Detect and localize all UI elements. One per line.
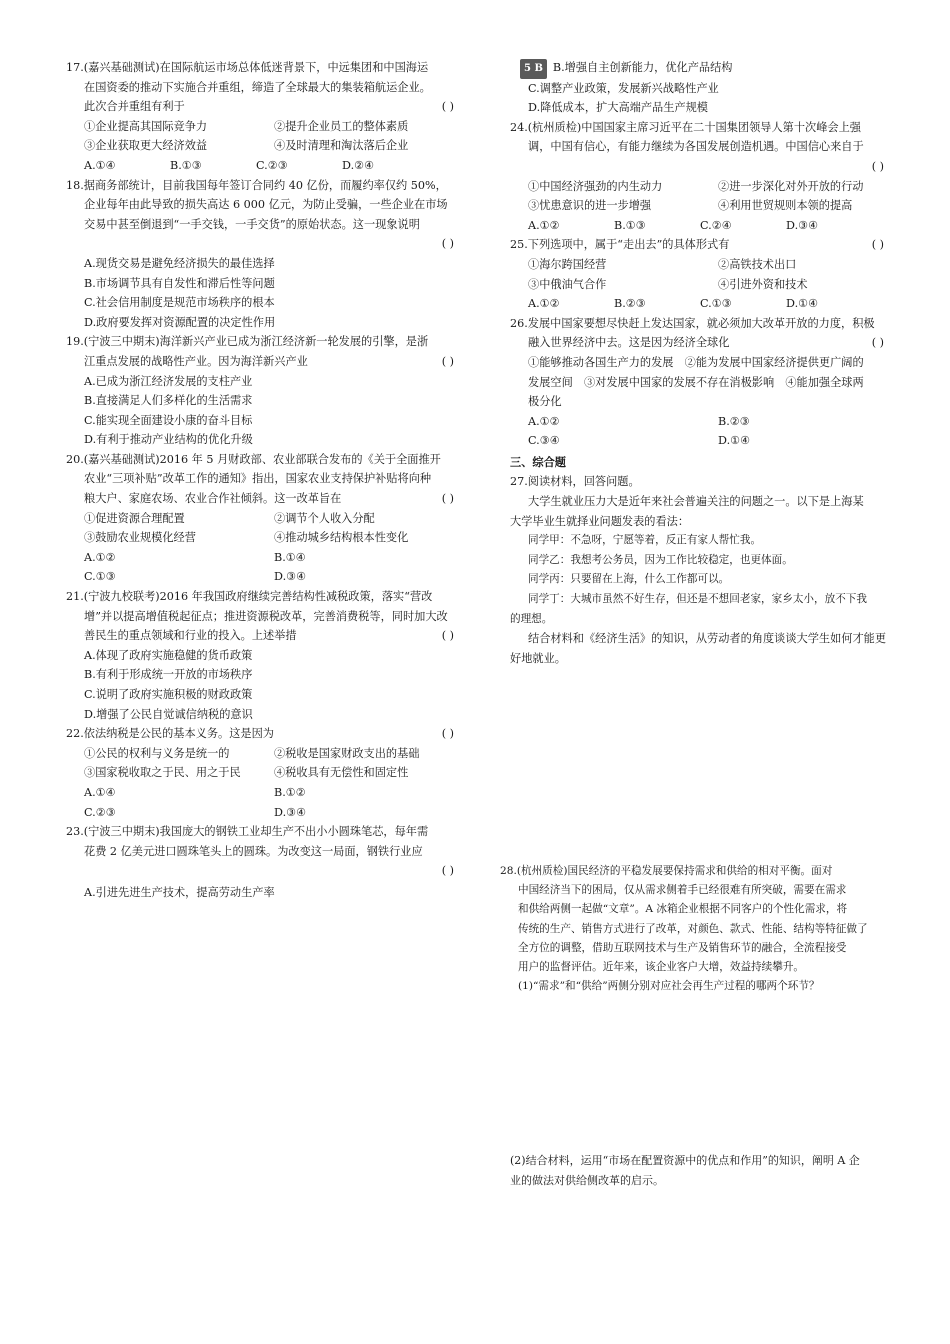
q22-options-row-2 <box>66 763 458 783</box>
choice: D.③④ <box>786 218 819 232</box>
option: A.引进先进生产技术，提高劳动生产率 <box>84 885 275 899</box>
q18-line-3: 交易中甚至倒退到“一手交钱，一手交货”的原始状态。这一现象说明 <box>84 217 420 231</box>
q25-options-row-1 <box>510 255 888 275</box>
q28-line: 和供给两侧一起做“文章”。A 冰箱企业根据不同客户的个性化需求，将 <box>518 903 848 916</box>
choice: C.①③ <box>84 570 116 584</box>
answer-paren: ( ) <box>441 237 454 251</box>
q23-paren-line <box>66 861 458 881</box>
q20-answers-row-2 <box>66 567 458 587</box>
choice: C.①③ <box>700 297 732 311</box>
q19-line-1: 19.(宁波三中期末)海洋新兴产业已成为浙江经济新一轮发展的引擎，是浙 <box>66 335 429 349</box>
choice: B.①② <box>274 785 306 799</box>
q18-line-2: 企业每年由此导致的损失高达 6 000 亿元，为防止受骗，一些企业在市场 <box>84 198 448 212</box>
option: D.降低成本，扩大高端产品生产规模 <box>528 101 708 115</box>
answer-paren: ( ) <box>441 492 454 506</box>
option: D.有利于推动产业结构的优化升级 <box>84 433 253 447</box>
q27-head: 27.阅读材料，回答问题。 <box>510 475 640 489</box>
option: C.调整产业政策，发展新兴战略性产业 <box>528 81 719 95</box>
option: ①能够推动各国生产力的发展 ②能为发展中国家经济提供更广阔的 <box>528 355 864 369</box>
q20-options-row-2 <box>66 528 458 548</box>
option: ③中俄油气合作 <box>528 277 607 291</box>
q27-line-2: 大学毕业生就择业问题发表的看法： <box>510 514 690 528</box>
q21-line-3 <box>66 626 458 646</box>
q25-line-1 <box>510 235 888 255</box>
choice: D.③④ <box>274 805 307 819</box>
option: A.现货交易是避免经济损失的最佳选择 <box>84 256 275 270</box>
q21-stem-end: 善民生的重点领域和行业的投入。上述举措 <box>84 629 297 643</box>
q23-line-2: 花费 2 亿美元进口圆珠笔头上的圆珠。为改变这一局面，钢铁行业应 <box>84 844 423 858</box>
option: C.说明了政府实施积极的财政政策 <box>84 688 253 701</box>
option: ③鼓励农业规模化经营 <box>84 531 196 545</box>
option: ①公民的权利与义务是统一的 <box>84 746 230 760</box>
option: ①海尔跨国经营 <box>528 257 607 271</box>
option: B.市场调节具有自发性和滞后性等问题 <box>84 276 275 290</box>
option: ④推动城乡结构根本性变化 <box>274 531 409 545</box>
q21-line-2: 增”并以提高增值税起征点；推进资源税改革，完善消费税等，同时加大改 <box>84 609 448 623</box>
choice: D.①④ <box>718 434 751 448</box>
q17-line-1: 17.(嘉兴基础测试)在国际航运市场总体低迷背景下，中远集团和中国海运 <box>66 61 429 74</box>
option: ④利用世贸规则本领的提高 <box>718 199 853 213</box>
question-28-part-2 <box>510 1151 890 1190</box>
question-19 <box>66 332 458 450</box>
option: ③企业获取更大经济效益 <box>84 139 208 153</box>
question-17 <box>66 58 458 176</box>
q17-line-2: 在国资委的推动下实施合并重组，缔造了全球最大的集装箱航运企业。 <box>84 80 431 94</box>
choice: A.①④ <box>84 158 116 172</box>
choice: B.①④ <box>274 550 306 564</box>
q27-material: 同学丁：大城市虽然不好生存，但还是不想回老家，家乡太小，放不下我 <box>528 593 867 606</box>
choice: D.①④ <box>786 297 819 311</box>
q24-line-2: 调，中国有信心，有能力继续为各国发展创造机遇。中国信心来自于 <box>528 140 864 154</box>
choice: C.③④ <box>528 434 560 448</box>
question-22 <box>66 724 458 822</box>
q20-stem-end: 粮大户、家庭农场、农业合作社倾斜。这一改革旨在 <box>84 492 342 506</box>
q27-material: 同学丙：只要留在上海，什么工作都可以。 <box>528 573 730 586</box>
q27-line-1: 大学生就业压力大是近年来社会普遍关注的问题之一。以下是上海某 <box>528 495 864 509</box>
q20-line-3 <box>66 489 458 509</box>
choice: A.①④ <box>84 785 116 799</box>
q26-answers-row-2 <box>510 431 888 451</box>
choice: C.②③ <box>256 158 288 172</box>
option: ①促进资源合理配置 <box>84 511 185 525</box>
q17-answers <box>66 156 458 176</box>
q24-paren-line <box>510 157 888 177</box>
option: ①企业提高其国际竞争力 <box>84 119 208 133</box>
q20-answers-row-1 <box>66 548 458 568</box>
q28-line: 28.(杭州质检)国民经济的平稳发展要保持需求和供给的相对平衡。面对 <box>500 865 833 877</box>
option: ④税收具有无偿性和固定性 <box>274 766 409 780</box>
option: ①中国经济强劲的内生动力 <box>528 179 663 193</box>
q20-line-2: 农业“三项补贴”改革工作的通知》指出，国家农业支持保护补贴将向种 <box>84 472 432 486</box>
q18-paren-line <box>66 234 458 254</box>
choice: B.②③ <box>614 297 646 311</box>
q26-line-1: 26.发展中国家要想尽快赶上发达国家，就必须加大改革开放的力度，积极 <box>510 316 875 330</box>
question-27 <box>510 472 888 668</box>
q26-answers-row-1 <box>510 412 888 432</box>
answer-paren: ( ) <box>441 354 454 368</box>
option: ②调节个人收入分配 <box>274 511 375 525</box>
q28-line: 全方位的调整，借助互联网技术与生产及销售环节的融合，全流程接受 <box>518 941 847 954</box>
q17-stem-end: 此次合并重组有利于 <box>84 100 185 114</box>
q19-line-2 <box>66 352 458 372</box>
q24-answers <box>510 216 888 236</box>
question-28 <box>500 862 890 996</box>
choice: A.①② <box>528 297 560 311</box>
q22-answers-row-1 <box>66 783 458 803</box>
answer-paren: ( ) <box>871 336 884 350</box>
q24-options-row-2 <box>510 196 888 216</box>
page-badge: 5 B <box>520 59 547 79</box>
q19-stem-end: 江重点发展的战略性产业。因为海洋新兴产业 <box>84 354 308 368</box>
option: ④及时清理和淘汰落后企业 <box>274 139 409 153</box>
answer-paren: ( ) <box>441 100 454 114</box>
section-heading: 三、综合题 <box>510 454 566 469</box>
q25-stem: 25.下列选项中，属于“走出去”的具体形式有 <box>510 238 730 252</box>
q28-sub-1: (1)“需求”和“供给”两侧分别对应社会再生产过程的哪两个环节？ <box>518 980 820 993</box>
q25-answers <box>510 294 888 314</box>
option: D.增强了公民自觉诚信纳税的意识 <box>84 707 253 721</box>
option: ③忧患意识的进一步增强 <box>528 199 652 213</box>
question-23 <box>66 822 458 902</box>
choice: B.①③ <box>614 218 646 232</box>
q22-answers-row-2 <box>66 803 458 823</box>
option: A.体现了政府实施稳健的货币政策 <box>84 648 253 662</box>
choice: D.②④ <box>342 158 375 172</box>
q22-options-row-1 <box>66 744 458 764</box>
q24-options-row-1 <box>510 177 888 197</box>
q20-options-row-1 <box>66 509 458 529</box>
q26-line-2 <box>510 333 888 353</box>
option: 极分化 <box>528 395 562 409</box>
question-25 <box>510 235 888 313</box>
left-column <box>66 58 458 903</box>
q26-stem-end: 融入世界经济中去。这是因为经济全球化 <box>528 336 730 350</box>
q22-stem: 22.依法纳税是公民的基本义务。这是因为 <box>66 727 274 741</box>
q23-line-1: 23.(宁波三中期末)我国庞大的钢铁工业却生产不出小小圆珠笔芯，每年需 <box>66 825 429 839</box>
option <box>510 58 888 79</box>
choice: B.①③ <box>170 158 202 172</box>
question-18 <box>66 176 458 333</box>
option: ②进一步深化对外开放的行动 <box>718 179 864 193</box>
option: C.能实现全面建设小康的奋斗目标 <box>84 413 253 427</box>
option-b: B.增强自主创新能力，优化产品结构 <box>552 61 733 74</box>
question-21 <box>66 587 458 724</box>
option: ②高铁技术出口 <box>718 257 797 271</box>
answer-paren: ( ) <box>871 238 884 252</box>
option: B.有利于形成统一开放的市场秩序 <box>84 668 253 682</box>
choice: A.①② <box>528 414 560 428</box>
option: D.政府要发挥对资源配置的决定性作用 <box>84 315 276 329</box>
question-26 <box>510 314 888 451</box>
q22-line-1 <box>66 724 458 744</box>
choice: B.②③ <box>718 414 750 428</box>
q17-options-row-1 <box>66 117 458 137</box>
question-24 <box>510 118 888 236</box>
option: A.已成为浙江经济发展的支柱产业 <box>84 374 253 388</box>
right-column <box>510 58 888 668</box>
q17-line-3 <box>66 97 458 117</box>
q21-line-1: 21.(宁波九校联考)2016 年我国政府继续完善结构性减税政策，落实“营改 <box>66 590 433 604</box>
q25-options-row-2 <box>510 275 888 295</box>
option: ②提升企业员工的整体素质 <box>274 119 409 133</box>
q20-line-1: 20.(嘉兴基础测试)2016 年 5 月财政部、农业部联合发布的《关于全面推开 <box>66 452 441 466</box>
answer-paren: ( ) <box>441 727 454 741</box>
answer-paren: ( ) <box>871 159 884 173</box>
q17-options-row-2 <box>66 136 458 156</box>
q18-line-1: 18.据商务部统计，目前我国每年签订合同约 40 亿份，而履约率仅约 50%， <box>66 178 447 192</box>
q27-material: 的理想。 <box>510 612 553 625</box>
q27-ask-2: 好地就业。 <box>510 651 566 665</box>
question-20 <box>66 450 458 587</box>
option: ③国家税收取之于民、用之于民 <box>84 766 241 780</box>
option: 发展空间 ③对发展中国家的发展不存在消极影响 ④能加强全球两 <box>528 375 864 389</box>
q28-line: 中国经济当下的困局，仅从需求侧着手已经很难有所突破，需要在需求 <box>518 884 847 897</box>
q27-ask-1: 结合材料和《经济生活》的知识，从劳动者的角度谈谈大学生如何才能更 <box>528 632 887 646</box>
answer-paren: ( ) <box>441 864 454 878</box>
q27-material: 同学甲：不急呀，宁愿等着，反正有家人帮忙我。 <box>528 534 762 547</box>
q28-line: 用户的监督评估。近年来，该企业客户大增，效益持续攀升。 <box>518 961 805 974</box>
option: ②税收是国家财政支出的基础 <box>274 746 420 760</box>
choice: C.②④ <box>700 218 732 232</box>
q27-material: 同学乙：我想考公务员，因为工作比较稳定，也更体面。 <box>528 553 793 566</box>
choice: C.②③ <box>84 805 116 819</box>
q28-line: 传统的生产、销售方式进行了改革，对颜色、款式、性能、结构等特征做了 <box>518 922 868 935</box>
question-23-continued <box>510 58 888 118</box>
option: ④引进外资和技术 <box>718 277 808 291</box>
q24-line-1: 24.(杭州质检)中国国家主席习近平在二十国集团领导人第十次峰会上强 <box>510 120 861 134</box>
q28-sub-2-line-1: (2)结合材料，运用“市场在配置资源中的优点和作用”的知识，阐明 A 企 <box>510 1154 860 1167</box>
answer-paren: ( ) <box>441 629 454 643</box>
option: B.直接满足人们多样化的生活需求 <box>84 394 253 408</box>
choice: A.①② <box>528 218 560 232</box>
choice: A.①② <box>84 550 116 564</box>
choice: D.③④ <box>274 570 307 584</box>
q28-sub-2-line-2: 业的做法对供给侧改革的启示。 <box>510 1173 664 1187</box>
option: C.社会信用制度是规范市场秩序的根本 <box>84 296 275 310</box>
